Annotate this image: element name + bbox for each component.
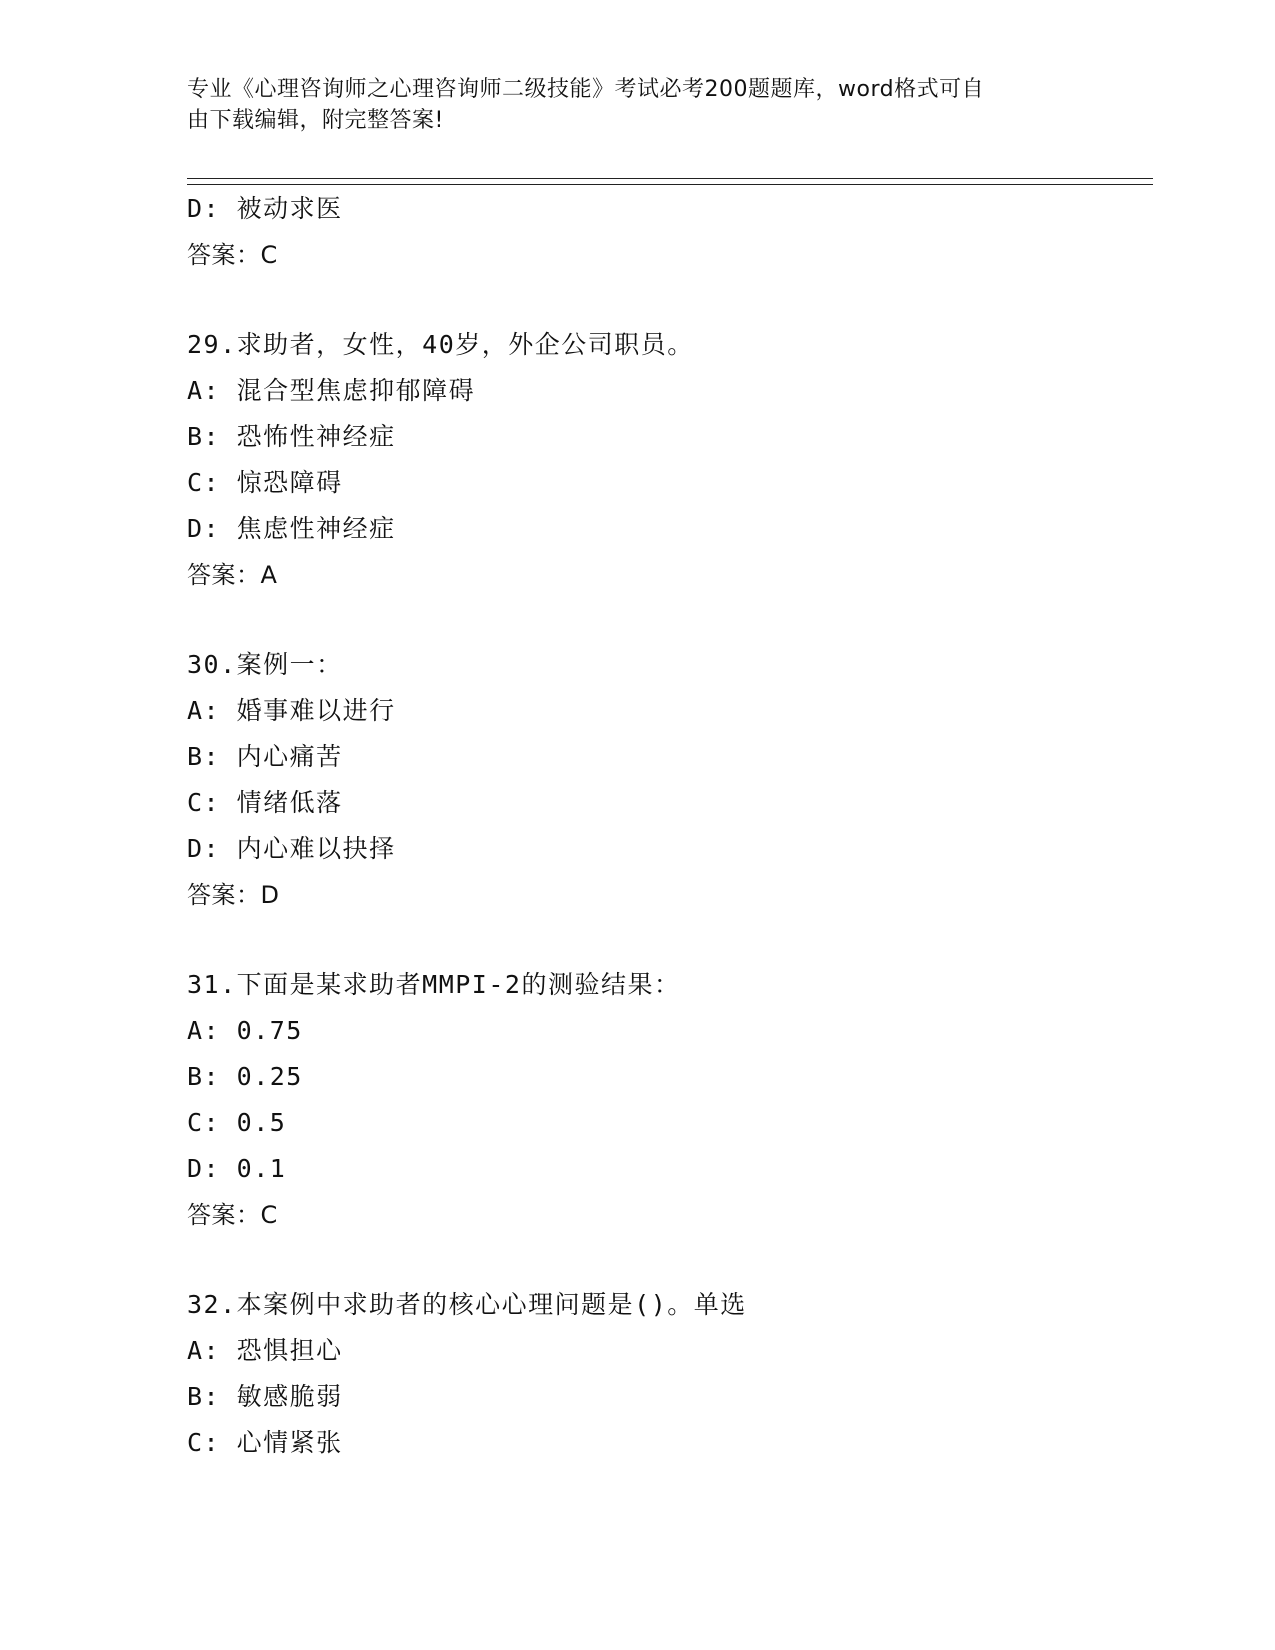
question-32-option-b: B: 敏感脆弱 bbox=[187, 1382, 343, 1411]
question-31-answer: 答案：C bbox=[187, 1201, 278, 1229]
header-line-1: 专业《心理咨询师之心理咨询师二级技能》考试必考200题题库，word格式可自 bbox=[187, 77, 985, 102]
question-gap bbox=[187, 278, 1153, 322]
question-29-option-b: B: 恐怖性神经症 bbox=[187, 422, 396, 451]
question-31-option-a: A: 0.75 bbox=[187, 1016, 303, 1045]
question-30-answer: 答案：D bbox=[187, 881, 280, 909]
question-30-option-b: B: 内心痛苦 bbox=[187, 742, 343, 771]
question-31-option-c: C: 0.5 bbox=[187, 1108, 287, 1137]
question-30-option-c: C: 情绪低落 bbox=[187, 788, 343, 817]
question-gap bbox=[187, 918, 1153, 962]
question-32-option-c: C: 心情紧张 bbox=[187, 1428, 343, 1457]
question-29-option-c: C: 惊恐障碍 bbox=[187, 468, 343, 497]
question-30-stem: 30.案例一： bbox=[187, 650, 343, 679]
question-30-option-a: A: 婚事难以进行 bbox=[187, 696, 396, 725]
document-header bbox=[187, 74, 1067, 136]
question-29-answer: 答案：A bbox=[187, 561, 278, 589]
question-content bbox=[187, 186, 1153, 1466]
header-divider bbox=[187, 178, 1153, 185]
question-29-option-a: A: 混合型焦虑抑郁障碍 bbox=[187, 376, 476, 405]
top-option-d: D: 被动求医 bbox=[187, 194, 343, 223]
question-31-option-b: B: 0.25 bbox=[187, 1062, 303, 1091]
question-29-stem: 29.求助者，女性，40岁，外企公司职员。 bbox=[187, 330, 694, 359]
question-31-stem: 31.下面是某求助者MMPI-2的测验结果： bbox=[187, 970, 681, 999]
question-29-option-d: D: 焦虑性神经症 bbox=[187, 514, 396, 543]
question-30-option-d: D: 内心难以抉择 bbox=[187, 834, 396, 863]
question-gap bbox=[187, 1238, 1153, 1282]
question-31-option-d: D: 0.1 bbox=[187, 1154, 287, 1183]
question-32-option-a: A: 恐惧担心 bbox=[187, 1336, 343, 1365]
top-answer: 答案：C bbox=[187, 241, 278, 269]
question-gap bbox=[187, 598, 1153, 642]
question-32-stem: 32.本案例中求助者的核心心理问题是()。单选 bbox=[187, 1290, 747, 1319]
header-line-2: 由下载编辑，附完整答案! bbox=[187, 108, 444, 133]
